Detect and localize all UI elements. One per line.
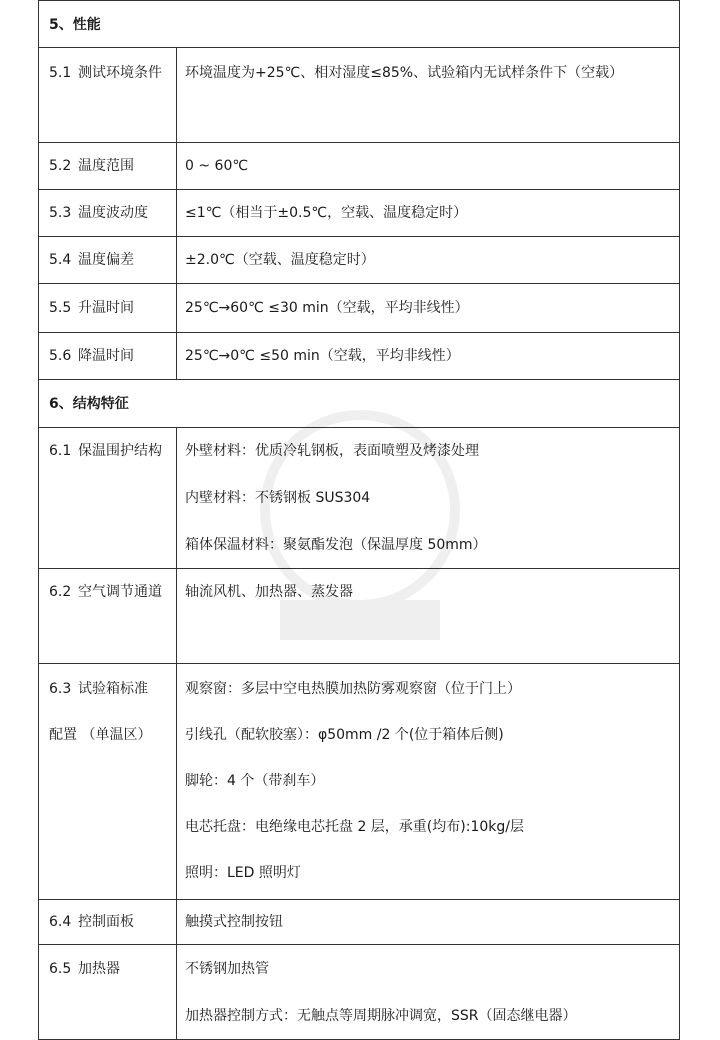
item-number: 5.2 xyxy=(49,158,72,174)
item-number: 6.3 xyxy=(49,681,72,697)
item-value: 照明：LED 照明灯 xyxy=(185,865,301,881)
item-label: 空气调节通道 xyxy=(78,584,162,600)
item-number: 5.4 xyxy=(49,252,72,268)
item-label: 加热器 xyxy=(78,961,120,977)
item-label: 温度波动度 xyxy=(78,205,148,221)
spec-table xyxy=(38,0,680,1040)
item-label: 升温时间 xyxy=(78,300,134,316)
label-cell xyxy=(39,143,177,189)
label-cell xyxy=(39,333,177,379)
item-label: 保温围护结构 xyxy=(78,443,162,459)
item-value: 25℃→60℃ ≤30 min（空载，平均非线性） xyxy=(185,300,469,316)
label-cell xyxy=(39,428,177,568)
value-cell xyxy=(177,190,679,236)
item-value: 触摸式控制按钮 xyxy=(185,914,283,930)
item-number: 5.6 xyxy=(49,348,72,364)
table-row xyxy=(39,237,679,284)
item-number: 6.4 xyxy=(49,914,72,930)
item-value: ±2.0℃（空载、温度稳定时） xyxy=(185,252,375,268)
table-row xyxy=(39,569,679,664)
item-label: 温度范围 xyxy=(78,158,134,174)
label-cell xyxy=(39,569,177,663)
item-label: 试验箱标准 xyxy=(78,681,148,697)
value-cell xyxy=(177,428,679,568)
item-value: 箱体保温材料：聚氨酯发泡（保温厚度 50mm） xyxy=(185,537,487,553)
item-number: 6.1 xyxy=(49,443,72,459)
label-cell xyxy=(39,945,177,1039)
value-cell xyxy=(177,900,679,944)
table-row xyxy=(39,428,679,569)
item-value: 0 ~ 60℃ xyxy=(185,158,249,174)
section-title: 6、结构特征 xyxy=(49,396,129,412)
item-label-continued: 配置 （单温区） xyxy=(49,727,152,743)
item-value: ≤1℃（相当于±0.5℃，空载、温度稳定时） xyxy=(185,205,468,221)
item-value: 轴流风机、加热器、蒸发器 xyxy=(185,584,353,600)
table-row xyxy=(39,900,679,945)
value-cell xyxy=(177,664,679,899)
value-cell xyxy=(177,569,679,663)
item-value: 脚轮：4 个（带刹车） xyxy=(185,773,325,789)
label-cell xyxy=(39,900,177,944)
item-value: 外壁材料：优质冷轧钢板，表面喷塑及烤漆处理 xyxy=(185,443,479,459)
item-value: 25℃→0℃ ≤50 min（空载，平均非线性） xyxy=(185,348,460,364)
item-label: 测试环境条件 xyxy=(78,65,162,81)
label-cell xyxy=(39,284,177,332)
item-label: 控制面板 xyxy=(78,914,134,930)
item-label: 降温时间 xyxy=(78,348,134,364)
value-cell xyxy=(177,48,679,142)
section-header-row xyxy=(39,380,679,428)
table-row xyxy=(39,48,679,143)
value-cell xyxy=(177,284,679,332)
value-cell xyxy=(177,333,679,379)
item-number: 6.2 xyxy=(49,584,72,600)
table-row xyxy=(39,945,679,1040)
label-cell xyxy=(39,190,177,236)
item-number: 5.3 xyxy=(49,205,72,221)
table-row xyxy=(39,143,679,190)
item-value: 引线孔（配软胶塞）：φ50mm /2 个(位于箱体后侧) xyxy=(185,727,504,743)
label-cell xyxy=(39,48,177,142)
table-row xyxy=(39,664,679,900)
label-cell xyxy=(39,237,177,283)
value-cell xyxy=(177,945,679,1039)
table-row xyxy=(39,284,679,333)
item-value: 观察窗：多层中空电热膜加热防雾观察窗（位于门上） xyxy=(185,681,521,697)
table-row xyxy=(39,190,679,237)
item-value: 加热器控制方式：无触点等周期脉冲调宽，SSR（固态继电器） xyxy=(185,1008,577,1024)
item-number: 6.5 xyxy=(49,961,72,977)
item-number: 5.1 xyxy=(49,65,72,81)
value-cell xyxy=(177,143,679,189)
item-value: 内壁材料：不锈钢板 SUS304 xyxy=(185,490,371,506)
item-label: 温度偏差 xyxy=(78,252,134,268)
item-value: 不锈钢加热管 xyxy=(185,961,269,977)
item-value: 环境温度为+25℃、相对湿度≤85%、试验箱内无试样条件下（空载） xyxy=(185,65,624,81)
section-header-row xyxy=(39,0,679,48)
table-row xyxy=(39,333,679,380)
item-value: 电芯托盘：电绝缘电芯托盘 2 层，承重(均布):10kg/层 xyxy=(185,819,524,835)
section-title: 5、性能 xyxy=(49,17,101,33)
label-cell xyxy=(39,664,177,899)
item-number: 5.5 xyxy=(49,300,72,316)
value-cell xyxy=(177,237,679,283)
